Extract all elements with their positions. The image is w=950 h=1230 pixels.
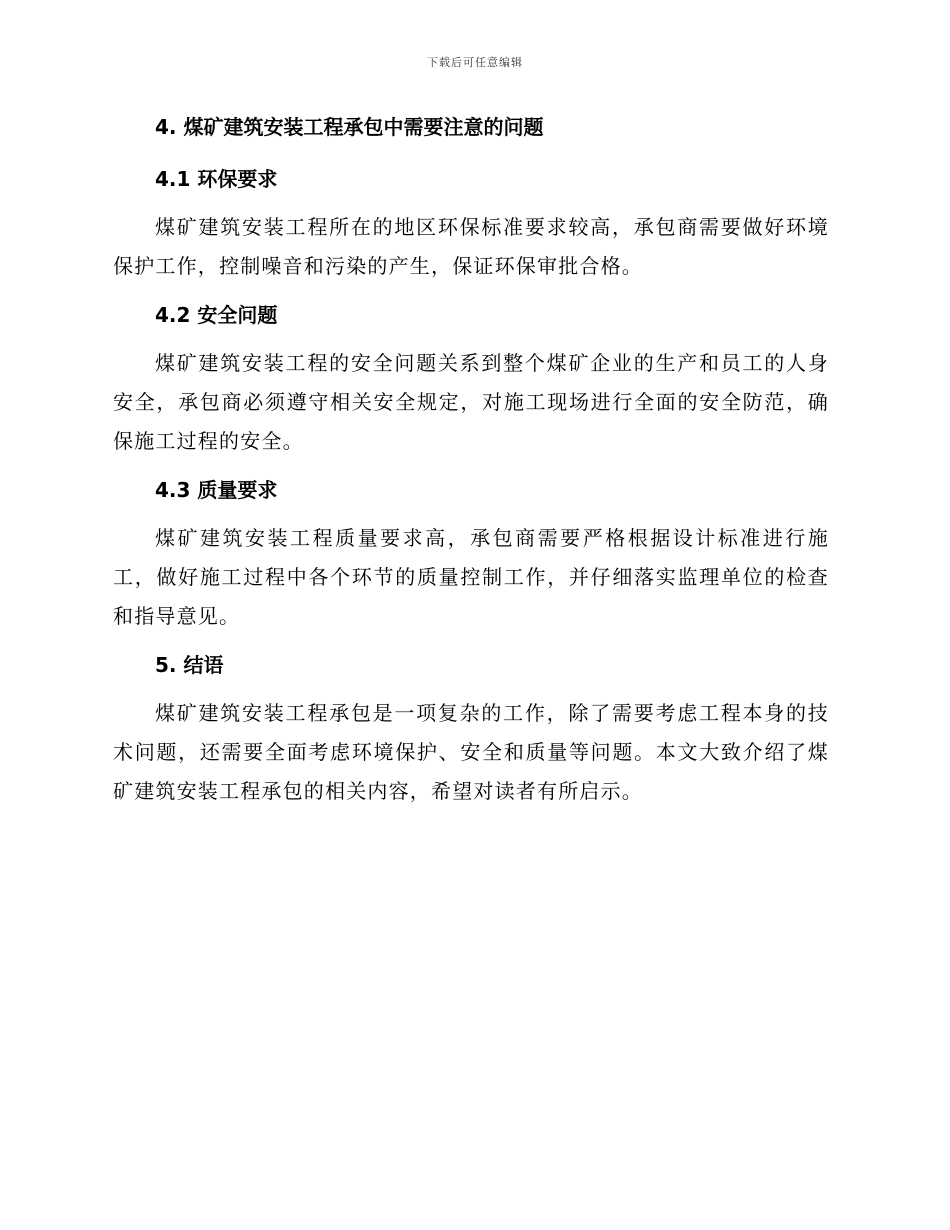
section-heading-4-1: 4.1 环保要求 [155, 167, 278, 191]
section-paragraph-5: 煤矿建筑安装工程承包是一项复杂的工作，除了需要考虑工程本身的技术问题，还需要全面考虑环境保护、安全和质量等问题。本文大致介绍了煤矿建筑安装工程承包的相关内容，希望对读者有所启示。 [113, 701, 829, 803]
section-heading-4-3: 4.3 质量要求 [155, 478, 278, 502]
section-paragraph-4-2: 煤矿建筑安装工程的安全问题关系到整个煤矿企业的生产和员工的人身安全，承包商必须遵守相关安全规定，对施工现场进行全面的安全防范，确保施工过程的安全。 [113, 351, 829, 453]
section-heading-5: 5. 结语 [155, 653, 224, 677]
page-header: 下载后可任意编辑 [427, 56, 523, 69]
document-body [113, 112, 829, 825]
section-heading-4: 4. 煤矿建筑安装工程承包中需要注意的问题 [155, 115, 544, 139]
section-heading-4-2: 4.2 安全问题 [155, 303, 278, 327]
section-paragraph-4-1: 煤矿建筑安装工程所在的地区环保标准要求较高，承包商需要做好环境保护工作，控制噪音和污染的产生，保证环保审批合格。 [113, 215, 829, 278]
section-paragraph-4-3: 煤矿建筑安装工程质量要求高，承包商需要严格根据设计标准进行施工，做好施工过程中各个环节的质量控制工作，并仔细落实监理单位的检查和指导意见。 [113, 526, 829, 628]
